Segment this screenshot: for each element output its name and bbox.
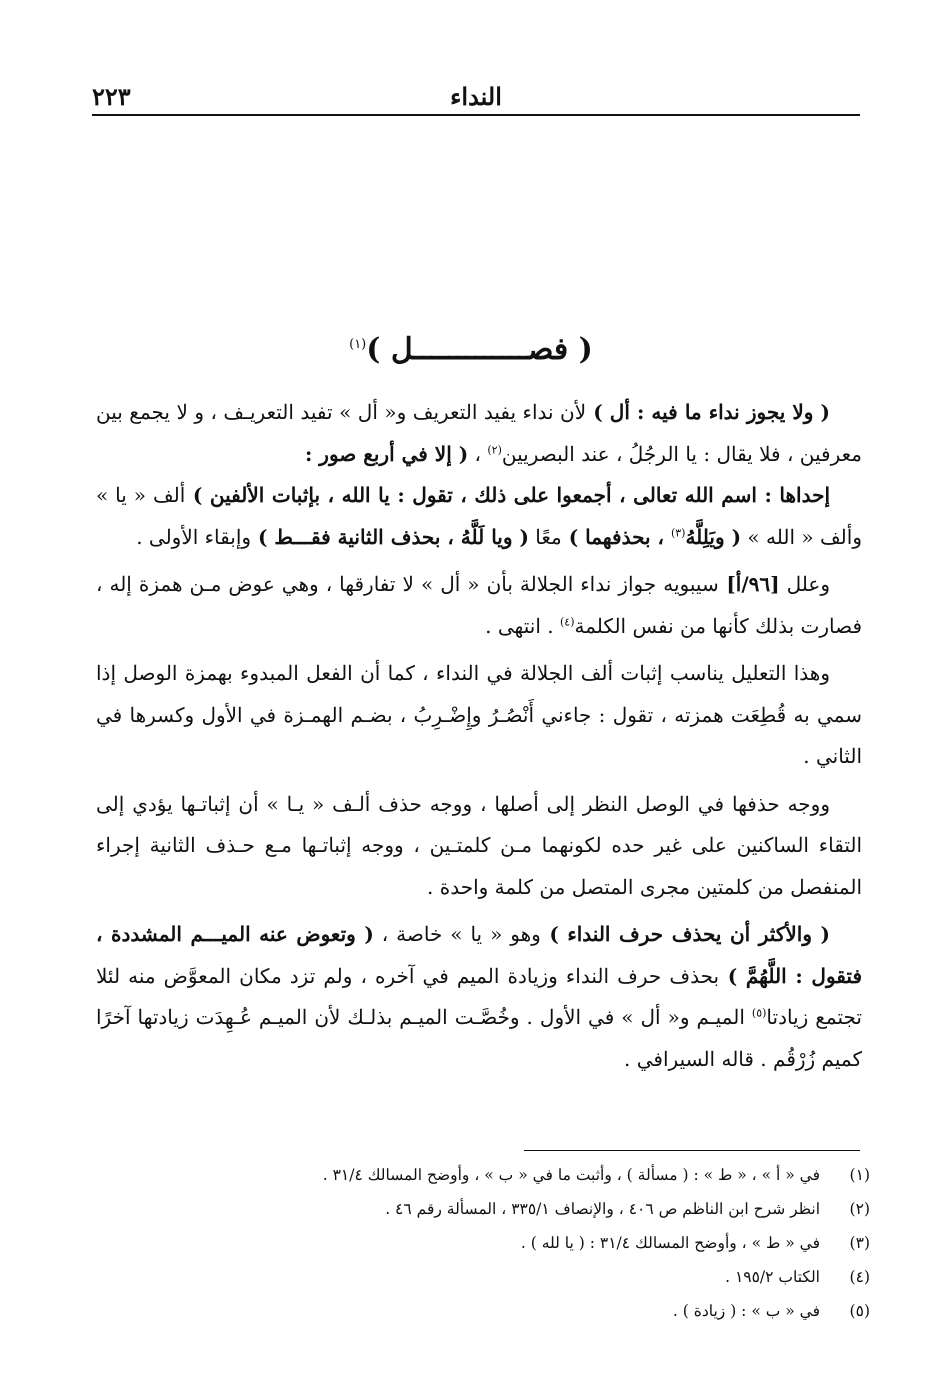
footnote-ref: (٣): [670, 525, 686, 539]
text-segment: بحذف حرف النداء وزيادة الميم في آخره ، ولم تزد مكان المعوَّض منه لئلا تجتمع زيادتا: [96, 963, 863, 1029]
footnote-ref: (٥): [751, 1006, 767, 1020]
text-segment: ( إلا في أربع صور :: [304, 441, 469, 466]
footnotes: [200, 1158, 870, 1328]
footnote-number: (٣): [849, 1234, 870, 1252]
text-segment: . انتهى .: [485, 613, 560, 638]
paragraph-3: [96, 564, 862, 647]
paragraph-5: [96, 784, 862, 909]
footnote-text: في « ط » ، وأوضح المسالك ٣١/٤ : ( يا لله ) .: [520, 1234, 820, 1252]
text-segment: ووجه حذفها في الوصل النظر إلى أصلها ، ووجه حذف ألـف « يـا » أن إثباتـها يؤدي إلى التقاء الساكنين على غير حده لكونهما مـن كلمتـين ، ووجه إثباتـها مـع حـذف الثانية إجراء المنفصل من كلمتين مجرى المتصل من كلمة واحدة .: [96, 791, 862, 899]
paragraph-4: [96, 653, 862, 778]
footnote: [200, 1294, 870, 1328]
page-number: ٢٢٣: [92, 82, 131, 111]
manuscript-folio-ref: [٩٦/أ]: [718, 572, 780, 596]
text-segment: ( ويا لَلَّهُ ، بحذف الثانية فقـــط ): [251, 524, 529, 549]
footnote-text: الكتاب ١٩٥/٢ .: [725, 1268, 820, 1286]
text-segment: سيبويه جواز نداء الجلالة بأن « أل » لا تفارقها ، وهي عوض مـن همزة إله ، فصارت بذلك كأنها من نفس الكلمة: [96, 572, 862, 638]
text-segment: وعلل: [779, 572, 830, 596]
footnote-text: في « ب » : ( زيادة ) .: [672, 1302, 820, 1320]
footnote-text: في « أ » ، « ط » : ( مسألة ) ، وأثبت ما في « ب » ، وأوضح المسالك ٣١/٤ .: [322, 1166, 820, 1184]
footnote: [200, 1226, 870, 1260]
text-segment: ألف « يا » وألف « الله »: [96, 483, 862, 549]
text-segment: لأن نداء يفيد التعريف و« أل » تفيد التعريـف ، و لا يجمع بين معرفين ، فلا يقال : يا الرجُلُ ، عند البصريين: [96, 400, 862, 466]
text-segment: إحداها : اسم الله تعالى ، أجمعوا على ذلك ، تقول : يا الله ، بإثبات الألفين ): [185, 483, 831, 507]
running-title: النداء: [450, 82, 502, 111]
text-segment: ( والأكثر أن يحذف حرف النداء ): [540, 922, 830, 946]
footnote-ref: (٢): [487, 442, 502, 456]
paragraph-2: [96, 475, 862, 558]
text-segment: معًا: [528, 524, 562, 549]
footnote-text: انظر شرح ابن الناظم ص ٤٠٦ ، والإنصاف ٣٣٥/١ ، المسألة رقم ٤٦ .: [385, 1200, 820, 1218]
text-segment: ( ويَلِلَّهُ: [685, 524, 742, 549]
text-segment: ( ولا يجوز نداء ما فيه : أل ): [586, 400, 830, 424]
section-title: [0, 332, 942, 367]
text-segment: وهذا التعليل يناسب إثبات ألف الجلالة في النداء ، كما أن الفعل المبدوء بهمزة الوصل إذا سمي به قُطِعَت همزته ، تقول : جاءني أَنْصُـرُ وإِضْـرِبُ ، بضـم الهمـزة في الأول وكسرها في الثاني .: [96, 661, 862, 768]
text-segment: ، بحذفهما ): [561, 524, 671, 549]
paragraph-6: [96, 914, 862, 1080]
text-segment: وإبقاء الأولى .: [136, 524, 252, 549]
footnote-number: (٥): [849, 1302, 870, 1320]
footnote: [200, 1260, 870, 1294]
footnote: [200, 1192, 870, 1226]
body-text: [96, 392, 862, 1080]
text-segment: وهو « يا » خاصة ،: [373, 922, 541, 946]
text-segment: الميـم و« أل » في الأول . وخُصَّـت الميـم بذلـك لأن الميـم عُـهِدَت زيادتها آخرًا كميم زُرْقُم . قاله السيرافي .: [96, 1005, 862, 1071]
footnote-number: (١): [849, 1166, 870, 1184]
paragraph-1: [96, 392, 862, 475]
section-footnote-mark: (١): [349, 337, 367, 352]
footnote-divider: [524, 1150, 860, 1151]
header-divider: [92, 114, 860, 116]
footnote-number: (٤): [849, 1268, 870, 1286]
running-header: [92, 80, 860, 114]
text-segment: ( وتعوض عنه الميـــم المشددة ، فتقول : اللَّهُمَّ ): [96, 922, 862, 988]
footnote: [200, 1158, 870, 1192]
section-title-text: ( فصـــــــــــــل ): [366, 332, 593, 367]
footnote-ref: (٤): [559, 614, 575, 628]
text-segment: ،: [468, 441, 488, 466]
footnote-number: (٢): [849, 1200, 870, 1218]
